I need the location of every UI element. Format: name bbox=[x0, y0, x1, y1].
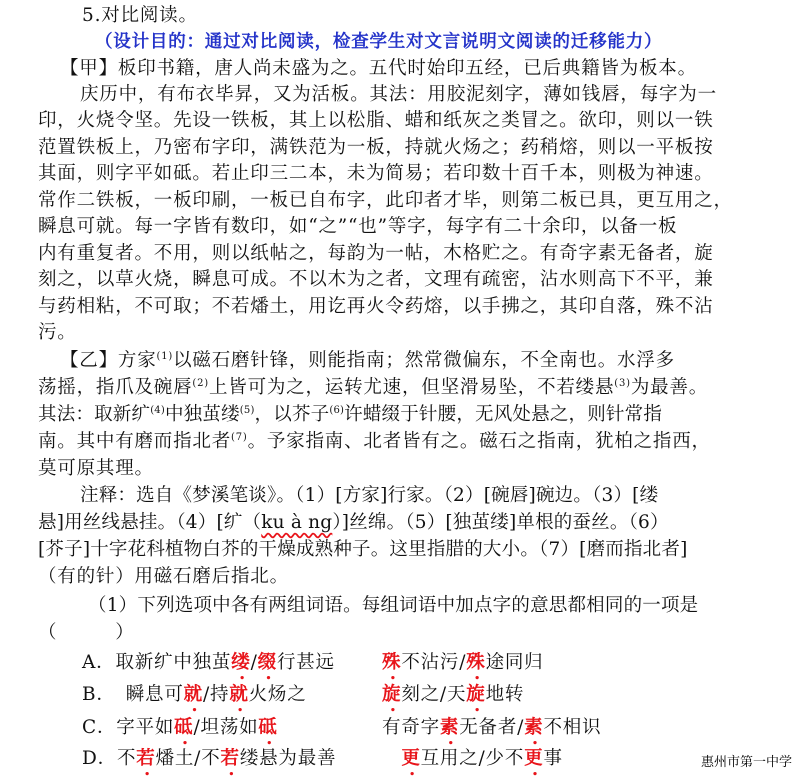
yi-text: 为最善。 bbox=[630, 377, 709, 398]
option-d-right bbox=[382, 747, 563, 771]
dotted-char: 砥 bbox=[258, 717, 278, 738]
option-text bbox=[382, 748, 401, 769]
note-ref: (1) bbox=[156, 350, 174, 362]
dotted-char: 就 bbox=[229, 684, 249, 705]
yi-text: 以磁石磨针锋，则能指南；然常微偏东，不全南也。水浮多 bbox=[173, 350, 675, 371]
question-text: （1）下列选项中各有两组词语。每组词语中加点字的意思都相同的一项是 bbox=[88, 595, 699, 616]
yi-text: 上皆可为之，运转尤速，但坚滑易坠，不若缕悬 bbox=[208, 377, 615, 398]
yi-line bbox=[38, 376, 708, 400]
yi-text: 中独茧缕 bbox=[164, 404, 240, 425]
notes-line: （有的针）用磁石磨后指北。 bbox=[38, 566, 289, 587]
jia-line: 印，火烧令坚。先设一铁板，其上以松脂、蜡和纸灰之类冒之。欲印，则以一铁 bbox=[38, 110, 714, 131]
notes-line bbox=[38, 511, 669, 535]
notes-line: [芥子]十字花科植物白芥的干燥成熟种子。这里指腊的大小。（7）[磨而指北者] bbox=[38, 539, 688, 560]
option-label: D． bbox=[82, 748, 117, 769]
option-text: 途同归 bbox=[485, 652, 544, 673]
yi-text: ，以芥子 bbox=[254, 404, 330, 425]
dotted-char: 缀 bbox=[257, 652, 277, 673]
jia-line: 其面，则字平如砥。若止印三二本，未为简易；若印数十百千本，则极为神速。 bbox=[38, 163, 714, 184]
notes-line: 注释：选自《梦溪笔谈》。（1）[方家]行家。（2）[碗唇]碗边。（3）[缕 bbox=[80, 485, 659, 506]
option-text: 不沾污/ bbox=[401, 652, 467, 673]
jia-line: 污。 bbox=[38, 322, 77, 343]
dotted-char: 砥 bbox=[174, 717, 194, 738]
option-c-left bbox=[82, 716, 278, 740]
note-ref: (5) bbox=[239, 404, 255, 416]
option-d-left bbox=[82, 747, 336, 771]
dotted-char: 殊 bbox=[466, 652, 486, 673]
dotted-char: 素 bbox=[439, 717, 460, 738]
option-text: 不相识 bbox=[543, 717, 602, 738]
option-text: 行甚远 bbox=[276, 652, 335, 673]
dotted-char: 更 bbox=[401, 748, 421, 769]
option-text: /坦荡如 bbox=[193, 717, 259, 738]
yi-text: 南。其中有磨而指北者 bbox=[38, 431, 232, 452]
option-text: 事 bbox=[543, 748, 563, 769]
jia-line: 内有重复者。不用，则以纸帖之，每韵为一帖，木格贮之。有奇字素无备者，旋 bbox=[38, 243, 714, 264]
jia-line: 与药相粘，不可取；不若燔土，用讫再火令药熔，以手拂之，其印自落，殊不沾 bbox=[38, 296, 714, 317]
dotted-char: 旋 bbox=[466, 684, 486, 705]
option-text: 不 bbox=[116, 748, 137, 769]
yi-text: 。予家指南、北者皆有之。磁石之指南，犹柏之指西， bbox=[247, 431, 711, 452]
option-text: 火炀之 bbox=[248, 684, 307, 705]
option-text: 瞬息可 bbox=[106, 684, 184, 705]
option-text: 地转 bbox=[485, 684, 525, 705]
note-ref: (7) bbox=[231, 431, 248, 443]
option-text: 取新纩中独茧 bbox=[115, 652, 232, 673]
yi-text: 【乙】方家 bbox=[60, 350, 157, 371]
dotted-char: 若 bbox=[136, 748, 156, 769]
option-text: 刻之/天 bbox=[401, 684, 467, 705]
note-ref: (6) bbox=[329, 404, 345, 416]
dotted-char: 素 bbox=[524, 717, 544, 738]
dotted-char: 旋 bbox=[382, 684, 402, 705]
note-ref: (4) bbox=[150, 404, 165, 416]
option-label: C． bbox=[82, 717, 117, 738]
option-a-right bbox=[382, 651, 543, 675]
option-text: 无备者/ bbox=[459, 717, 525, 738]
yi-line: 莫可原其理。 bbox=[38, 458, 154, 479]
option-text: 缕悬为最善 bbox=[239, 748, 337, 769]
pinyin: ku à ng bbox=[261, 512, 333, 533]
option-b-right bbox=[382, 683, 524, 707]
notes-text: ）]丝绵。（5）[独茧缕]单根的蚕丝。（6） bbox=[332, 512, 669, 533]
dotted-char: 缕 bbox=[231, 652, 251, 673]
question-title: 5.对比阅读。 bbox=[82, 5, 198, 26]
option-text: 互用之/少不 bbox=[420, 748, 525, 769]
jia-line: 瞬息可就。每一字皆有数印，如“之”“也”等字，每字有二十余印，以备一板 bbox=[38, 216, 678, 237]
option-text: / bbox=[250, 652, 258, 673]
jia-line: 常作二铁板，一板印刷，一板已自布字，此印者才毕，则第二板已具，更互用之， bbox=[38, 190, 733, 211]
yi-text: 许蜡缀于针腰，无风处悬之，则针常指 bbox=[344, 404, 663, 425]
yi-line bbox=[60, 349, 675, 373]
yi-text: 其法：取新纩 bbox=[38, 404, 151, 425]
option-text: 有奇字 bbox=[382, 717, 440, 738]
answer-blank: （ ） bbox=[38, 622, 135, 643]
design-purpose: （设计目的：通过对比阅读，检查学生对文言说明文阅读的迁移能力） bbox=[95, 32, 663, 52]
jia-line: 刻之，以草火烧，瞬息可成。不以木为之者，文理有疏密，沾水则高下不平，兼 bbox=[38, 269, 714, 290]
dotted-char: 殊 bbox=[382, 652, 402, 673]
option-text: 燔土/不 bbox=[155, 748, 221, 769]
yi-text: 荡摇，指爪及碗唇 bbox=[38, 377, 193, 398]
dotted-char: 就 bbox=[183, 684, 203, 705]
option-text: /持 bbox=[202, 684, 230, 705]
option-label: B． bbox=[82, 684, 107, 705]
note-ref: (3) bbox=[614, 377, 631, 389]
jia-line: 庆历中，有布衣毕昇，又为活板。其法：用胶泥刻字，薄如钱唇，每字为一 bbox=[80, 84, 717, 105]
jia-line: 【甲】板印书籍，唐人尚未盛为之。五代时始印五经，已后典籍皆为板本。 bbox=[60, 58, 697, 79]
yi-line bbox=[38, 430, 711, 454]
option-text: 字平如 bbox=[116, 717, 175, 738]
option-label: A． bbox=[82, 652, 116, 673]
dotted-char: 若 bbox=[220, 748, 240, 769]
jia-line: 范置铁板上，乃密布字印，满铁范为一板，持就火炀之；药稍熔，则以一平板按 bbox=[38, 137, 714, 158]
note-ref: (2) bbox=[192, 377, 209, 389]
notes-text: 悬]用丝线悬挂。（4）[纩（ bbox=[38, 512, 262, 533]
yi-line bbox=[38, 403, 662, 427]
school-footer: 惠州市第一中学 bbox=[700, 755, 792, 770]
option-c-right bbox=[382, 716, 601, 740]
option-a-left bbox=[82, 651, 335, 675]
option-b-left bbox=[82, 683, 307, 707]
dotted-char: 更 bbox=[524, 748, 544, 769]
